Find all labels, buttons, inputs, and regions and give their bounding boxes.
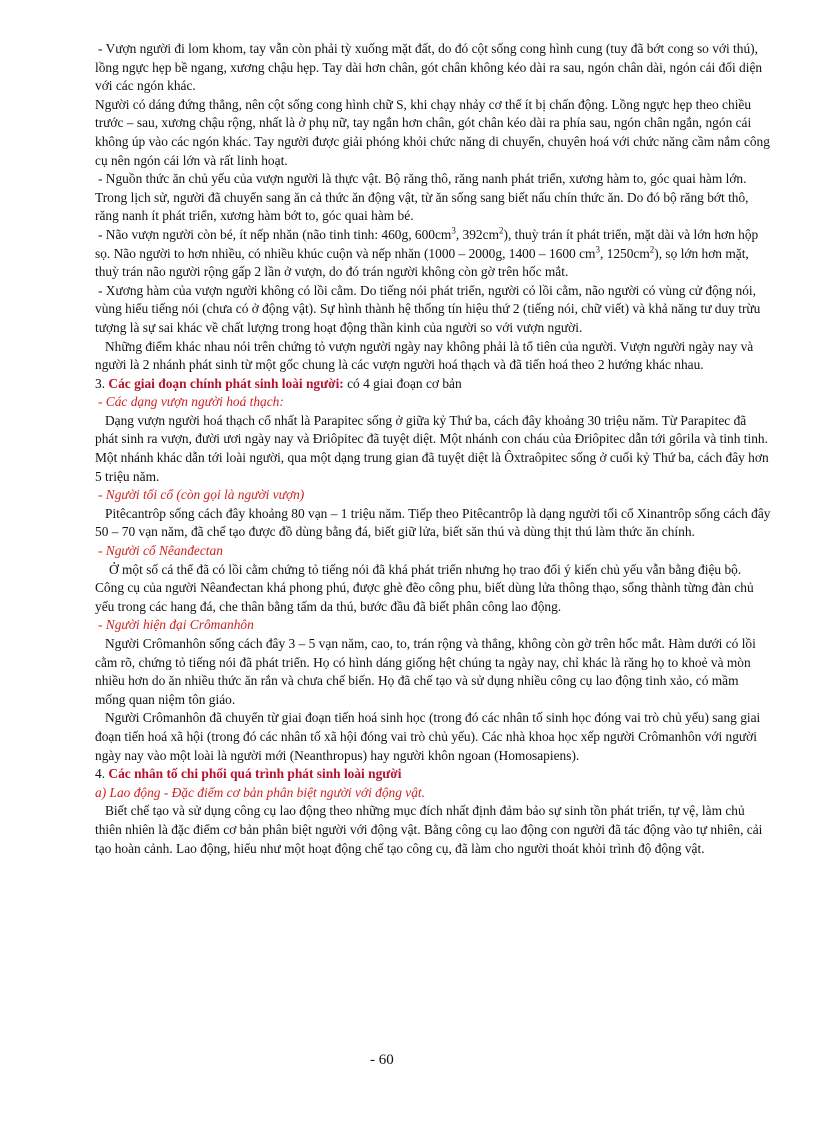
section-3-title: Các giai đoạn chính phát sinh loài người: <box>108 375 344 391</box>
stage-3-heading: - Người cổ Nêanđectan <box>98 543 223 559</box>
section-4-title: Các nhân tố chi phối quá trình phát sinh loài người <box>108 766 402 782</box>
body-paragraph: - Nguồn thức ăn chủ yếu của vượn người là thực vật. Bộ răng thô, răng nanh phát triển, xương hàm to, góc quai hàm lớn. Trong lịch sử, người đã chuyển sang ăn cả thức ăn động vật, từ ăn sống sang biết nấu chín thức ăn. Do đó bộ răng bớt thô, răng nanh ít phát triển, xương hàm bớt to, góc quai hàm bé. <box>95 171 749 224</box>
stage-4-heading: - Người hiện đại Crômanhôn <box>98 617 254 633</box>
body-paragraph: - Vượn người đi lom khom, tay vẫn còn phải tỳ xuống mặt đất, do đó cột sống cong hình cung (tuy đã bớt cong so với thú), lồng ngực hẹp bề ngang, xương chậu hẹp. Tay dài hơn chân, gót chân không kéo dài ra sau, ngón chân dài, ngón cái đối diện với các ngón khác. <box>95 41 763 94</box>
document-page <box>95 40 771 858</box>
stage-2-text: Pitêcantrôp sống cách đây khoảng 80 vạn – 1 triệu năm. Tiếp theo Pitêcantrôp là dạng người tối cổ Xinantrôp sống cách đây 50 – 70 vạn năm, đã chế tạo được đồ dùng bằng đá, biết giữ lửa, biết săn thú và dùng thịt thú làm thức ăn chính. <box>95 505 771 540</box>
section-4-heading: 4. Các nhân tố chi phối quá trình phát sinh loài người <box>95 766 402 782</box>
section-4a-heading: a) Lao động - Đặc điểm cơ bản phân biệt người với động vật. <box>95 784 425 800</box>
stage-1-heading: - Các dạng vượn người hoá thạch: <box>98 394 284 410</box>
intro-paragraphs <box>95 40 771 375</box>
body-paragraph: - Xương hàm của vượn người không có lồi cằm. Do tiếng nói phát triển, người có lồi cằm, não người có vùng cử động nói, vùng hiểu tiếng nói (chưa có ở động vật). Sự hình thành hệ thống tín hiệu thứ 2 (tiếng nói, chữ viết) và khả năng tư duy trừu tượng là sự sai khác về chất lượng trong hoạt động thần kinh của người so với vượn người. <box>95 282 761 335</box>
section-3-heading: 3. Các giai đoạn chính phát sinh loài người: có 4 giai đoạn cơ bản <box>95 375 462 391</box>
page-number: - 60 <box>370 1052 394 1068</box>
stage-2-heading: - Người tối cổ (còn gọi là người vượn) <box>98 487 305 503</box>
stage-3-text: Ở một số cá thể đã có lồi cằm chứng tỏ tiếng nói đã khá phát triển nhưng họ trao đổi ý kiến chủ yếu vẫn bằng điệu bộ. Công cụ của người Nêanđectan khá phong phú, được ghè đẽo công phu, biết dùng lửa thông thạo, sống thành từng đàn chủ yếu trong các hang đá, che thân bằng tấm da thú, bước đầu đã biết phân công lao động. <box>95 561 754 614</box>
stage-4-text-2: Người Crômanhôn đã chuyển từ giai đoạn tiến hoá sinh học (trong đó các nhân tố sinh học đóng vai trò chủ yếu) sang giai đoạn tiến hoá xã hội (trong đó các nhân tố xã hội đóng vai trò chủ yếu). Các nhà khoa học xếp người Crômanhôn với người ngày nay vào một loài là người mới (Neanthropus) hay người khôn ngoan (Homosapiens). <box>95 710 761 763</box>
body-paragraph: Những điểm khác nhau nói trên chứng tỏ vượn người ngày nay không phải là tổ tiên của người. Vượn người ngày nay và người là 2 nhánh phát sinh từ một gốc chung là các vượn người hoá thạch và đã tiến hoá theo 2 hướng khác nhau. <box>95 338 754 373</box>
section-3-rest: có 4 giai đoạn cơ bản <box>347 375 462 391</box>
body-paragraph: Người có dáng đứng thẳng, nên cột sống cong hình chữ S, khi chạy nhảy cơ thể ít bị chấn động. Lồng ngực hẹp theo chiều trước – sau, xương chậu rộng, nhất là ở phụ nữ, tay ngắn hơn chân, gót chân kéo dài ra phía sau, ngón chân ngắn, ngón cái không úp vào các ngón khác. Tay người được giải phóng khỏi chức năng di chuyển, chuyên hoá với chức năng cầm nắm công cụ nên ngón cái lớn và rất linh hoạt. <box>95 96 770 168</box>
body-paragraph: - Não vượn người còn bé, ít nếp nhăn (não tinh tinh: 460g, $600cm^3$, $392cm^2$), thuỳ trán ít phát triển, mặt dài và lớn hơn hộp sọ. Não người to hơn nhiều, có nhiều khúc cuộn và nếp nhăn (1000 – 2000g, 1400 – 1600 $cm^3$, $1250cm^2$), sọ lớn hơn mặt, thuỳ trán não người rộng gấp 2 lần ở vượn, do đó trán người không còn gờ trên hốc mắt. <box>95 225 759 280</box>
section-4a-text: Biết chế tạo và sử dụng công cụ lao động theo những mục đích nhất định đảm bảo sự sinh tồn phát triển, tự vệ, làm chủ thiên nhiên là đặc điểm cơ bản phân biệt người với động vật. Bằng công cụ lao động con người đã tác động vào tự nhiên, cải tạo hoàn cảnh. Lao động, hiểu như một hoạt động chế tạo công cụ, đã làm cho người thoát khỏi trình độ động vật. <box>95 803 763 856</box>
stage-1-text: Dạng vượn người hoá thạch cổ nhất là Parapitec sống ở giữa kỷ Thứ ba, cách đây khoảng 30 triệu năm. Từ Parapitec đã phát sinh ra vượn, đười ươi ngày nay và Đriôpitec đã tuyệt diệt. Một nhánh con cháu của Đriôpitec dẫn tới gôrila và tinh tinh. Một nhánh khác dẫn tới loài người, qua một dạng trung gian đã tuyệt diệt là Ôxtraôpitec sống ở cuối kỷ Thứ ba, cách đây hơn 5 triệu năm. <box>95 412 769 484</box>
stage-4-text-1: Người Crômanhôn sống cách đây 3 – 5 vạn năm, cao, to, trán rộng và thẳng, không còn gờ trên hốc mắt. Hàm dưới có lồi cằm rõ, chứng tỏ tiếng nói đã phát triển. Họ có hình dáng giống hệt chúng ta ngày nay, chỉ khác là răng họ to khoẻ và mòn nhiều hơn do ăn nhiều thức ăn rắn và chưa chế biến. Họ đã chế tạo và sử dụng nhiều công cụ lao động tinh xảo, có mầm mống quan niệm tôn giáo. <box>95 636 756 707</box>
